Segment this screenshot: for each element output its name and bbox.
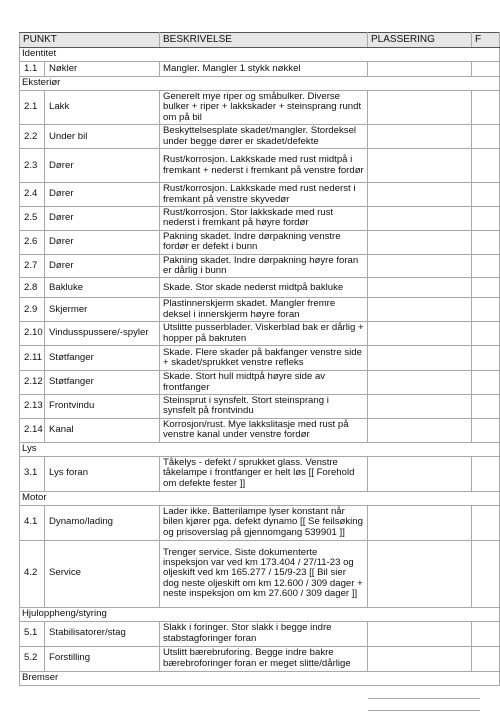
point-number: 2.3 — [20, 149, 45, 183]
section-title: Identitet — [20, 48, 500, 62]
point-number: 4.1 — [20, 505, 45, 540]
point-name: Dører — [45, 230, 160, 254]
point-number: 4.2 — [20, 540, 45, 607]
section-header-row — [20, 607, 500, 621]
point-number: 2.14 — [20, 418, 45, 442]
section-title: Motor — [20, 491, 500, 505]
section-title: Hjuloppheng/styring — [20, 607, 500, 621]
extra-cell — [472, 207, 500, 231]
point-number: 2.2 — [20, 125, 45, 149]
extra-cell — [472, 125, 500, 149]
description-cell: Skade. Stor skade nederst midtpå bakluke — [160, 278, 368, 298]
point-number: 2.5 — [20, 207, 45, 231]
point-number: 2.10 — [20, 322, 45, 346]
table-row — [20, 298, 500, 322]
placement-cell — [368, 149, 472, 183]
trailing-rule — [368, 710, 480, 711]
placement-cell — [368, 418, 472, 442]
description-cell: Plastinnerskjerm skadet. Mangler fremre deksel i innerskjerm høyre foran — [160, 298, 368, 322]
placement-cell — [368, 540, 472, 607]
placement-cell — [368, 371, 472, 395]
header-extra: F — [472, 33, 500, 48]
table-row — [20, 254, 500, 278]
table-row — [20, 418, 500, 442]
placement-cell — [368, 505, 472, 540]
section-title: Lys — [20, 442, 500, 456]
point-number: 2.4 — [20, 183, 45, 207]
placement-cell — [368, 646, 472, 671]
point-number: 3.1 — [20, 456, 45, 491]
table-row — [20, 183, 500, 207]
point-name: Forstilling — [45, 646, 160, 671]
header-beskrivelse: BESKRIVELSE — [160, 33, 368, 48]
point-number: 2.7 — [20, 254, 45, 278]
inspection-table — [19, 32, 500, 686]
placement-cell — [368, 298, 472, 322]
point-name: Skjermer — [45, 298, 160, 322]
section-header-row — [20, 77, 500, 91]
extra-cell — [472, 230, 500, 254]
table-row — [20, 230, 500, 254]
header-plassering: PLASSERING — [368, 33, 472, 48]
point-name: Frontvindu — [45, 394, 160, 418]
description-cell: Slakk i foringer. Stor slakk i begge indre stabstagforinger foran — [160, 621, 368, 646]
point-name: Kanal — [45, 418, 160, 442]
description-cell: Lader ikke. Batterilampe lyser konstant når bilen kjører pga. defekt dynamo [[ Se feilsøking og prisoverslag på gjennomgang 539901 ]] — [160, 505, 368, 540]
table-row — [20, 371, 500, 395]
extra-cell — [472, 298, 500, 322]
description-cell: Rust/korrosjon. Stor lakkskade med rust nederst i fremkant på høyre fordør — [160, 207, 368, 231]
point-name: Dører — [45, 207, 160, 231]
trailing-rule — [368, 698, 480, 699]
extra-cell — [472, 62, 500, 77]
point-name: Støtfanger — [45, 371, 160, 395]
placement-cell — [368, 254, 472, 278]
point-name: Under bil — [45, 125, 160, 149]
point-number: 1.1 — [20, 62, 45, 77]
point-number: 2.8 — [20, 278, 45, 298]
extra-cell — [472, 322, 500, 346]
extra-cell — [472, 418, 500, 442]
point-name: Vindusspussere/-spyler — [45, 322, 160, 346]
table-row — [20, 346, 500, 371]
extra-cell — [472, 646, 500, 671]
point-number: 2.12 — [20, 371, 45, 395]
point-name: Lakk — [45, 91, 160, 125]
description-cell: Generelt mye riper og småbulker. Diverse bulker + riper + lakkskader + steinsprang rundt om på bil — [160, 91, 368, 125]
section-header-row — [20, 442, 500, 456]
table-row — [20, 540, 500, 607]
section-title: Bremser — [20, 671, 500, 685]
point-name: Dører — [45, 183, 160, 207]
table-row — [20, 646, 500, 671]
placement-cell — [368, 322, 472, 346]
table-row — [20, 62, 500, 77]
table-row — [20, 278, 500, 298]
section-header-row — [20, 671, 500, 685]
description-cell: Trenger service. Siste dokumenterte inspeksjon var ved km 173.404 / 27/11-23 og oljeskift ved km 165.277 / 15/9-23 [[ Bil sier dog neste oljeskift om km 12.600 / 309 dager + neste inspeksjon om km 27.600 / 309 dager ]] — [160, 540, 368, 607]
point-name: Støtfanger — [45, 346, 160, 371]
table-row — [20, 125, 500, 149]
description-cell: Mangler. Mangler 1 stykk nøkkel — [160, 62, 368, 77]
description-cell: Skade. Stort hull midtpå høyre side av frontfanger — [160, 371, 368, 395]
extra-cell — [472, 278, 500, 298]
header-punkt: PUNKT — [20, 33, 160, 48]
table-row — [20, 456, 500, 491]
extra-cell — [472, 149, 500, 183]
point-number: 2.6 — [20, 230, 45, 254]
placement-cell — [368, 621, 472, 646]
extra-cell — [472, 371, 500, 395]
table-row — [20, 394, 500, 418]
table-row — [20, 207, 500, 231]
extra-cell — [472, 394, 500, 418]
point-number: 5.1 — [20, 621, 45, 646]
description-cell: Utslitte pusserblader. Viskerblad bak er dårlig + hopper på bakruten — [160, 322, 368, 346]
description-cell: Utslitt bærebruforing. Begge indre bakre bærebroforinger foran er meget slitte/dårlige — [160, 646, 368, 671]
description-cell: Beskyttelsesplate skadet/mangler. Stordeksel under begge dører er skadet/defekte — [160, 125, 368, 149]
point-number: 2.11 — [20, 346, 45, 371]
section-header-row — [20, 491, 500, 505]
inspection-report-sheet — [19, 32, 499, 686]
point-name: Dører — [45, 254, 160, 278]
description-cell: Tåkelys - defekt / sprukket glass. Venstre tåkelampe i frontfanger er helt løs [[ Forehold om defekte fester ]] — [160, 456, 368, 491]
point-name: Bakluke — [45, 278, 160, 298]
placement-cell — [368, 346, 472, 371]
description-cell: Pakning skadet. Indre dørpakning høyre foran er dårlig i bunn — [160, 254, 368, 278]
extra-cell — [472, 540, 500, 607]
table-row — [20, 149, 500, 183]
extra-cell — [472, 456, 500, 491]
table-row — [20, 91, 500, 125]
point-name: Service — [45, 540, 160, 607]
description-cell: Rust/korrosjon. Lakkskade med rust nederst i fremkant på venstre skyvedør — [160, 183, 368, 207]
point-number: 2.1 — [20, 91, 45, 125]
point-number: 2.13 — [20, 394, 45, 418]
description-cell: Skade. Flere skader på bakfanger venstre side + skadet/sprukket venstre refleks — [160, 346, 368, 371]
table-row — [20, 621, 500, 646]
point-name: Dører — [45, 149, 160, 183]
extra-cell — [472, 254, 500, 278]
description-cell: Pakning skadet. Indre dørpakning venstre fordør er defekt i bunn — [160, 230, 368, 254]
extra-cell — [472, 91, 500, 125]
point-name: Dynamo/lading — [45, 505, 160, 540]
description-cell: Steinsprut i synsfelt. Stort steinsprang i synsfelt på frontvindu — [160, 394, 368, 418]
placement-cell — [368, 456, 472, 491]
placement-cell — [368, 207, 472, 231]
extra-cell — [472, 183, 500, 207]
table-row — [20, 505, 500, 540]
point-name: Lys foran — [45, 456, 160, 491]
table-row — [20, 322, 500, 346]
section-header-row — [20, 48, 500, 62]
placement-cell — [368, 183, 472, 207]
extra-cell — [472, 505, 500, 540]
description-cell: Rust/korrosjon. Lakkskade med rust midtpå i fremkant + nederst i fremkant på venstre fordør — [160, 149, 368, 183]
table-body — [20, 48, 500, 686]
extra-cell — [472, 346, 500, 371]
placement-cell — [368, 125, 472, 149]
point-number: 2.9 — [20, 298, 45, 322]
placement-cell — [368, 91, 472, 125]
placement-cell — [368, 394, 472, 418]
point-name: Nøkler — [45, 62, 160, 77]
extra-cell — [472, 621, 500, 646]
placement-cell — [368, 62, 472, 77]
table-header-row — [20, 33, 500, 48]
section-title: Eksteriør — [20, 77, 500, 91]
placement-cell — [368, 278, 472, 298]
point-number: 5.2 — [20, 646, 45, 671]
placement-cell — [368, 230, 472, 254]
description-cell: Korrosjon/rust. Mye lakkslitasje med rust på venstre kanal under venstre fordør — [160, 418, 368, 442]
point-name: Stabilisatorer/stag — [45, 621, 160, 646]
